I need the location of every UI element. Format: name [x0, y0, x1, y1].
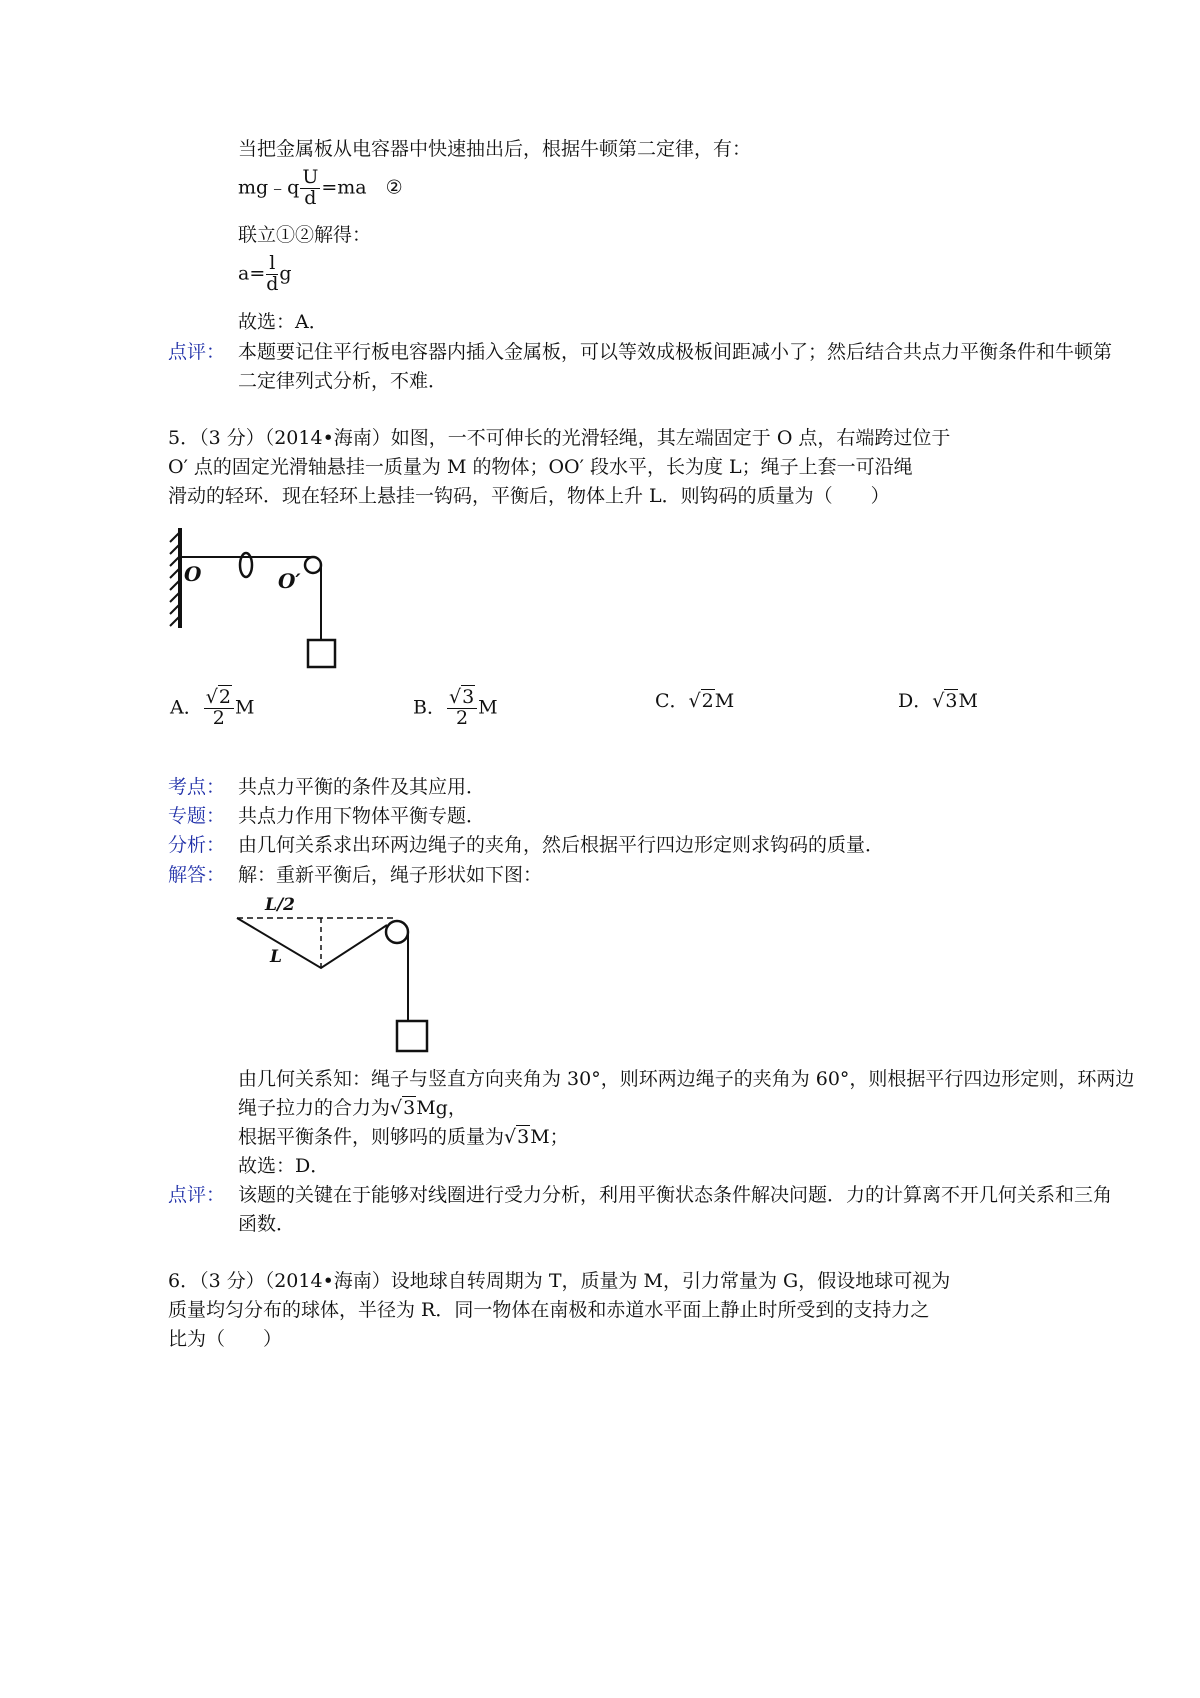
- comment-line-2-q5: 函数．: [238, 1213, 296, 1235]
- option-b-denominator: 2: [456, 706, 469, 729]
- q5-stem-line-2: O′ 点的固定光滑轴悬挂一质量为 M 的物体；OO′ 段水平，长为度 L；绳子上套一可沿绳: [168, 456, 913, 478]
- option-b-unit: M: [478, 696, 498, 719]
- mass-suffix: M；: [530, 1126, 569, 1148]
- option-a-radicand: 2: [218, 686, 231, 708]
- result-suffix: g: [279, 262, 292, 285]
- fenxi-label: 分析：: [168, 834, 226, 856]
- option-b-fraction: [447, 688, 477, 729]
- eq2-fraction: [300, 168, 320, 209]
- hanging-mass-box-2: [397, 1021, 427, 1051]
- label-o-prime: O′: [278, 569, 301, 593]
- q6-stem-line-3: 比为（ ）: [168, 1328, 283, 1350]
- pulley-icon: [305, 557, 321, 573]
- zhuanti-label: 专题：: [168, 805, 226, 827]
- option-c-unit: M: [714, 690, 735, 712]
- result-prefix: a=: [238, 262, 266, 285]
- option-c-radicand: 2: [701, 690, 714, 712]
- option-a[interactable]: [170, 688, 254, 729]
- rope-v-shape: [237, 918, 387, 968]
- eq2-numerator: U: [302, 166, 319, 188]
- kaodian-text: 共点力平衡的条件及其应用．: [238, 776, 486, 798]
- option-b-letter: B．: [413, 696, 446, 719]
- option-c[interactable]: C．√2M: [655, 690, 735, 712]
- q6-stem-line-2: 质量均匀分布的球体，半径为 R．同一物体在南极和赤道水平面上静止时所受到的支持力之: [168, 1299, 930, 1321]
- option-d[interactable]: D．√3M: [898, 690, 978, 712]
- option-c-letter: C．: [655, 690, 689, 712]
- solution-line-combine: 联立①②解得：: [238, 224, 372, 246]
- comment-line-1-top: 本题要记住平行板电容器内插入金属板，可以等效成极板间距减小了；然后结合共点力平衡条件和牛顿第: [238, 341, 1113, 363]
- label-half-l: L/2: [265, 895, 295, 915]
- comment-label-top: 点评：: [168, 341, 226, 363]
- solution-answer-d: 故选：D．: [238, 1155, 330, 1177]
- option-d-letter: D．: [898, 690, 933, 712]
- label-o: O: [184, 562, 202, 586]
- label-l: L: [270, 947, 282, 967]
- comment-line-1-q5: 该题的关键在于能够对线圈进行受力分析，利用平衡状态条件解决问题．力的计算离不开几何关系和三角: [238, 1184, 1113, 1206]
- option-d-unit: M: [958, 690, 978, 712]
- hanging-mass-box: [308, 640, 335, 667]
- solution-answer-a: 故选：A．: [238, 311, 328, 333]
- option-b-numerator: √3: [447, 688, 477, 709]
- zhuanti-text: 共点力作用下物体平衡专题．: [238, 805, 486, 827]
- option-b[interactable]: [413, 688, 498, 729]
- solution-line-resultant: 绳子拉力的合力为√3Mg，: [238, 1097, 467, 1119]
- fenxi-text: 由几何关系求出环两边绳子的夹角，然后根据平行四边形定则求钩码的质量．: [238, 834, 885, 856]
- option-a-unit: M: [234, 696, 255, 719]
- q5-figure-setup: [160, 520, 360, 680]
- comment-label-q5: 点评：: [168, 1184, 226, 1206]
- solution-line-geometry: 由几何关系知：绳子与竖直方向夹角为 30°，则环两边绳子的夹角为 60°，则根据平行四边形定则，环两边: [238, 1068, 1135, 1090]
- option-d-radicand: 3: [945, 690, 958, 712]
- option-b-radicand: 3: [462, 686, 475, 708]
- option-a-denominator: 2: [212, 706, 225, 729]
- eq2-suffix: =ma: [321, 176, 367, 199]
- resultant-prefix: 绳子拉力的合力为: [238, 1097, 391, 1119]
- eq2-prefix: mg﹣q: [238, 176, 300, 199]
- q6-stem-line-1: 6．（3 分）（2014•海南）设地球自转周期为 T，质量为 M，引力常量为 G，假设地球可视为: [168, 1270, 951, 1292]
- eq2-denominator: d: [304, 186, 317, 209]
- result-numerator: l: [266, 254, 278, 275]
- option-a-numerator: √2: [204, 688, 234, 709]
- comment-line-2-top: 二定律列式分析，不难．: [238, 370, 448, 392]
- option-a-fraction: [204, 688, 234, 729]
- result-denominator: d: [266, 272, 279, 295]
- pulley-icon-2: [386, 921, 408, 943]
- kaodian-label: 考点：: [168, 776, 226, 798]
- solution-line-newton: 当把金属板从电容器中快速抽出后，根据牛顿第二定律，有：: [238, 138, 752, 160]
- resultant-suffix: Mg，: [416, 1097, 467, 1119]
- solution-line-mass: 根据平衡条件，则够吗的质量为√3M；: [238, 1126, 569, 1148]
- q5-stem-line-1: 5．（3 分）（2014•海南）如图，一不可伸长的光滑轻绳，其左端固定于 O 点，右端跨过位于: [168, 427, 951, 449]
- mass-radicand: 3: [517, 1126, 530, 1148]
- jieda-text: 解：重新平衡后，绳子形状如下图：: [238, 864, 543, 886]
- result-fraction: [266, 254, 278, 295]
- jieda-label: 解答：: [168, 864, 226, 886]
- q5-stem-line-3: 滑动的轻环．现在轻环上悬挂一钩码，平衡后，物体上升 L．则钩码的质量为（ ）: [168, 485, 890, 507]
- mass-prefix: 根据平衡条件，则够吗的质量为: [238, 1126, 505, 1148]
- q5-figure-equilibrium: [230, 888, 440, 1058]
- eq2-tag: ②: [385, 176, 403, 199]
- result-equation: [238, 254, 292, 295]
- resultant-radicand: 3: [403, 1097, 416, 1119]
- option-a-letter: A．: [170, 696, 203, 719]
- equation-2: [238, 168, 403, 209]
